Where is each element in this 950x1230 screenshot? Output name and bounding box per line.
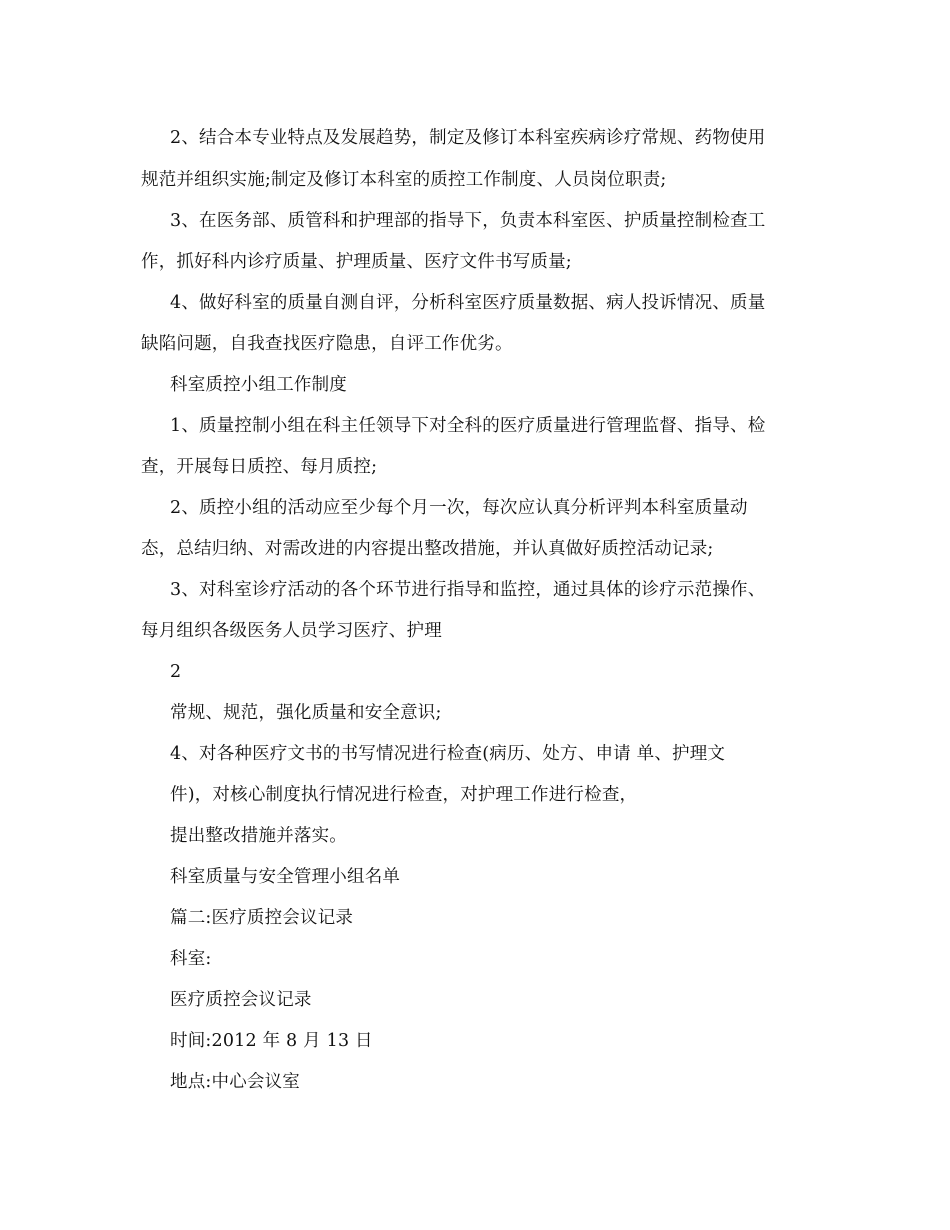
- department-label: 科室:: [170, 949, 212, 969]
- page-number: 2: [170, 662, 182, 682]
- section-heading-qc-group-rules: 科室质控小组工作制度: [170, 375, 347, 395]
- rule-3-line-2: 每月组织各级医务人员学习医疗、护理: [141, 621, 442, 641]
- paragraph-4-line-2: 缺陷问题，自我查找医疗隐患，自评工作优劣。: [141, 334, 513, 354]
- meeting-title: 医疗质控会议记录: [170, 990, 312, 1010]
- chapter-heading-meeting-record: 篇二:医疗质控会议记录: [170, 908, 354, 928]
- rule-1-line-2: 查，开展每日质控、每月质控;: [141, 457, 378, 477]
- paragraph-3-line-1: 3、在医务部、质管科和护理部的指导下，负责本科室医、护质量控制检查工: [170, 211, 766, 231]
- paragraph-2-line-2: 规范并组织实施;制定及修订本科室的质控工作制度、人员岗位职责;: [141, 170, 667, 190]
- meeting-time: 时间:2012 年 8 月 13 日: [170, 1031, 373, 1051]
- paragraph-4-line-1: 4、做好科室的质量自测自评，分析科室医疗质量数据、病人投诉情况、质量: [170, 293, 766, 313]
- paragraph-3-line-2: 作，抓好科内诊疗质量、护理质量、医疗文件书写质量;: [141, 252, 572, 272]
- rule-3-line-3: 常规、规范，强化质量和安全意识;: [170, 703, 442, 723]
- rule-2-line-1: 2、质控小组的活动应至少每个月一次，每次应认真分析评判本科室质量动: [170, 498, 748, 518]
- rule-4-line-2: 件)，对核心制度执行情况进行检查，对护理工作进行检查，: [170, 785, 638, 805]
- rule-4-line-1: 4、对各种医疗文书的书写情况进行检查(病历、处方、申请 单、护理文: [170, 744, 726, 764]
- rule-2-line-2: 态，总结归纳、对需改进的内容提出整改措施，并认真做好质控活动记录;: [141, 539, 714, 559]
- rule-4-line-3: 提出整改措施并落实。: [170, 826, 347, 846]
- paragraph-2-line-1: 2、结合本专业特点及发展趋势，制定及修订本科室疾病诊疗常规、药物使用: [170, 128, 766, 148]
- rule-1-line-1: 1、质量控制小组在科主任领导下对全科的医疗质量进行管理监督、指导、检: [170, 416, 766, 436]
- section-heading-member-list: 科室质量与安全管理小组名单: [170, 867, 401, 887]
- meeting-location: 地点:中心会议室: [170, 1072, 300, 1092]
- rule-3-line-1: 3、对科室诊疗活动的各个环节进行指导和监控，通过具体的诊疗示范操作、: [170, 580, 766, 600]
